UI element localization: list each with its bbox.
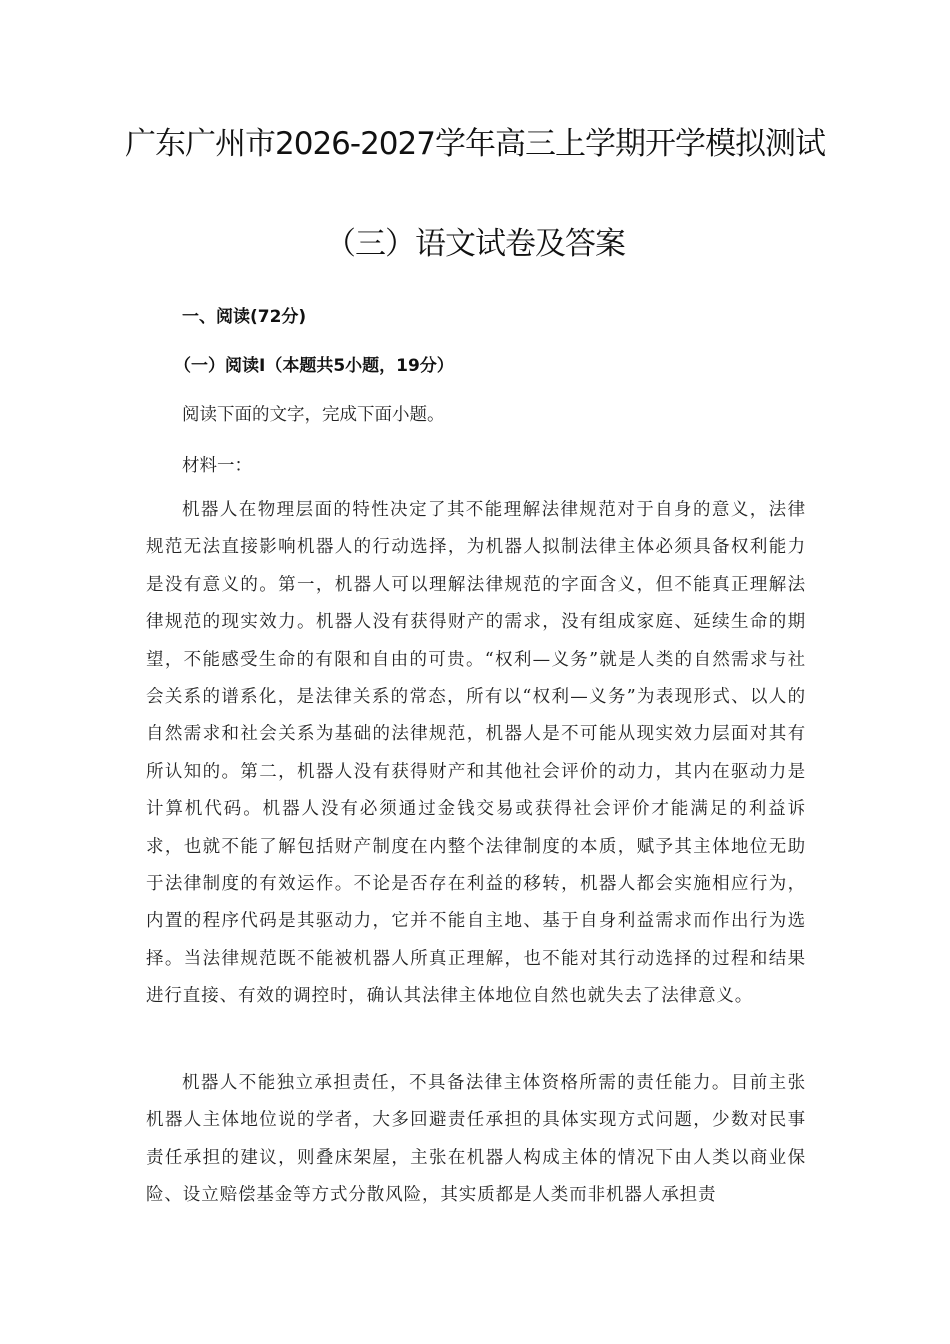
instruction-text: 阅读下面的文字，完成下面小题。 [182, 405, 445, 425]
section-heading: 一、阅读(72分) [182, 307, 307, 327]
document-title-line-2: （三）语文试卷及答案 [325, 226, 625, 262]
material-label: 材料一： [182, 456, 252, 476]
subsection-heading: （一）阅读I（本题共5小题，19分） [174, 356, 454, 376]
body-paragraph-1: 机器人在物理层面的特性决定了其不能理解法律规范对于自身的意义，法律规范无法直接影响机器人的行动选择，为机器人拟制法律主体必须具备权利能力是没有意义的。第一，机器人可以理解法律规范的字面含义，但不能真正理解法律规范的现实效力。机器人没有获得财产的需求，没有组成家庭、延续生命的期望，不能感受生命的有限和自由的可贵。“权利—义务”就是人类的自然需求与社会关系的谱系化，是法律关系的常态，所有以“权利—义务”为表现形式、以人的自然需求和社会关系为基础的法律规范，机器人是不可能从现实效力层面对其有所认知的。第二，机器人没有获得财产和其他社会评价的动力，其内在驱动力是计算机代码。机器人没有必须通过金钱交易或获得社会评价才能满足的利益诉求，也就不能了解包括财产制度在内整个法律制度的本质，赋予其主体地位无助于法律制度的有效运作。不论是否存在利益的移转，机器人都会实施相应行为，内置的程序代码是其驱动力，它并不能自主地、基于自身利益需求而作出行为选择。当法律规范既不能被机器人所真正理解，也不能对其行动选择的过程和结果进行直接、有效的调控时，确认其法律主体地位自然也就失去了法律意义。 [146, 500, 806, 1007]
document-title-line-1: 广东广州市2026-2027学年高三上学期开学模拟测试 [125, 126, 825, 162]
body-paragraph-2: 机器人不能独立承担责任，不具备法律主体资格所需的责任能力。目前主张机器人主体地位说的学者，大多回避责任承担的具体实现方式问题，少数对民事责任承担的建议，则叠床架屋，主张在机器人构成主体的情况下由人类以商业保险、设立赔偿基金等方式分散风险，其实质都是人类而非机器人承担责 [146, 1073, 806, 1206]
